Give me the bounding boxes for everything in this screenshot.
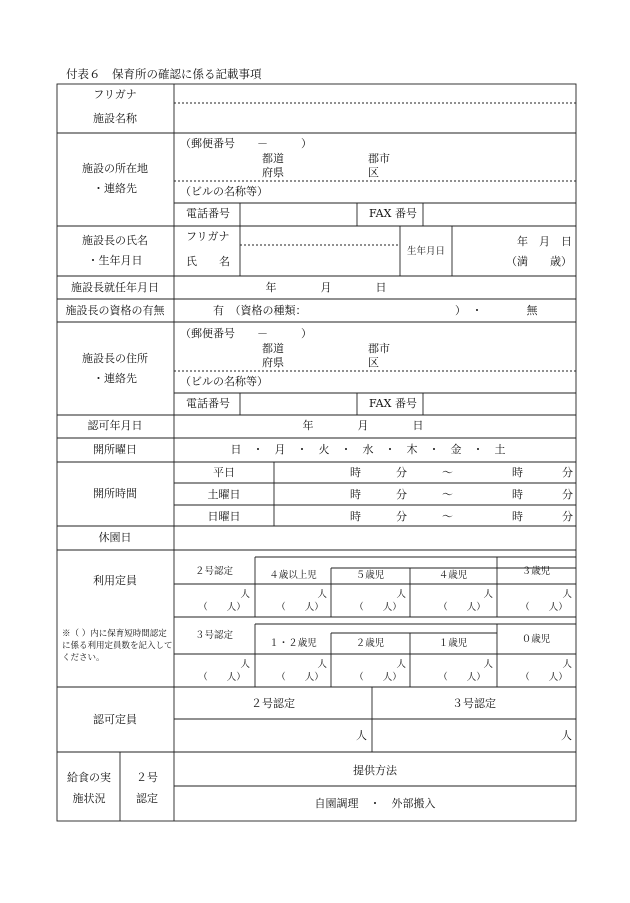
location-todofuken-2: 府県 (262, 166, 284, 179)
director-furigana-label: フリガナ (186, 230, 230, 243)
approved-capacity-person: 人 (561, 729, 572, 742)
director-label-1: 施設長の氏名 (82, 234, 148, 247)
meals-method-label: 提供方法 (353, 764, 397, 777)
approved-cert2-field[interactable] (176, 720, 356, 750)
location-postal: （郵便番号 － ） (180, 137, 312, 150)
director-name-label: 氏 名 (186, 255, 230, 268)
facility-name-label: 施設名称 (93, 112, 137, 125)
capacity-person: 人 (562, 589, 572, 600)
capacity-person: 人 (396, 659, 406, 670)
hours-day: 平日 (213, 466, 235, 479)
capacity-person-paren: （ 人） (354, 672, 402, 683)
capacity-label: 利用定員 (93, 574, 137, 587)
capacity-person: 人 (240, 589, 250, 600)
hours-tilde: ～ (442, 488, 453, 501)
capacity-person: 人 (483, 589, 493, 600)
hours-day: 日曜日 (207, 510, 241, 523)
location-label-2: ・連絡先 (93, 182, 137, 195)
qualification-label: 施設長の資格の有無 (65, 304, 165, 317)
capacity-person: 人 (483, 659, 493, 670)
capacity-note: ※（ ）内に保育短時間認定に係る利用定員数を記入してください。 (62, 629, 173, 663)
approved-capacity-person: 人 (356, 729, 367, 742)
facility-furigana-label: フリガナ (93, 88, 137, 101)
capacity-cert2-group: ４歳児 (438, 570, 468, 581)
director-address-todofuken-1: 都道 (262, 342, 284, 355)
director-address-shiku-1: 郡市 (368, 342, 390, 355)
meals-cert-label-2: 認定 (136, 792, 158, 805)
location-fax-label: FAX 番号 (369, 207, 417, 220)
hours-tilde: ～ (442, 466, 453, 479)
director-age: （満 歳） (506, 255, 572, 268)
director-address-tel-label: 電話番号 (186, 397, 230, 410)
director-address-fax-label: FAX 番号 (369, 397, 417, 410)
hours-end-minute: 分 (562, 510, 573, 523)
hours-start-hour: 時 (350, 488, 361, 501)
capacity-person: 人 (562, 659, 572, 670)
location-building: （ビルの名称等） (180, 185, 268, 198)
capacity-person-paren: （ 人） (198, 672, 246, 683)
director-furigana-field[interactable] (242, 227, 398, 244)
hours-start-hour: 時 (350, 510, 361, 523)
form-caption: 付表６ 保育所の確認に係る記載事項 (66, 67, 262, 81)
approved-cert3-field[interactable] (374, 720, 560, 750)
capacity-person: 人 (240, 659, 250, 670)
capacity-person: 人 (317, 589, 327, 600)
capacity-person: 人 (317, 659, 327, 670)
hours-start-hour: 時 (350, 466, 361, 479)
capacity-cert2-group: ３歳児 (521, 566, 551, 577)
qualification-value: 有 （資格の種類： ） ・ 無 (213, 304, 538, 317)
director-birth-label: 生年月日 (406, 246, 446, 257)
appointment-ymd: 年 月 日 (265, 281, 387, 294)
hours-end-minute: 分 (562, 488, 573, 501)
capacity-person-paren: （ 人） (354, 602, 402, 613)
approved-capacity-cert3: ３号認定 (452, 697, 496, 710)
capacity-person-paren: （ 人） (198, 602, 246, 613)
location-todofuken-1: 都道 (262, 152, 284, 165)
director-address-postal: （郵便番号 － ） (180, 327, 312, 340)
hours-start-minute: 分 (396, 466, 407, 479)
meals-label-1: 給食の実 (67, 771, 111, 784)
director-birth-ymd: 年 月 日 (517, 235, 572, 248)
meals-method-value: 自園調理 ・ 外部搬入 (314, 797, 436, 810)
approved-capacity-label: 認可定員 (93, 713, 137, 726)
facility-name-field[interactable] (176, 104, 574, 132)
location-label-1: 施設の所在地 (82, 162, 148, 175)
location-tel-field[interactable] (242, 204, 355, 225)
director-name-field[interactable] (242, 247, 398, 275)
director-address-todofuken-2: 府県 (262, 356, 284, 369)
capacity-person-paren: （ 人） (438, 672, 486, 683)
approval-date-label: 認可年月日 (87, 419, 143, 432)
open-days-label: 開所曜日 (93, 443, 137, 456)
capacity-cert2-label: ２号認定 (194, 566, 234, 577)
capacity-cert3-group: ２歳児 (355, 638, 385, 649)
capacity-person-paren: （ 人） (438, 602, 486, 613)
approval-date-ymd: 年 月 日 (302, 419, 424, 432)
capacity-cert2-group: ５歳児 (355, 570, 385, 581)
capacity-person-paren: （ 人） (276, 672, 324, 683)
meals-cert-label-1: ２号 (136, 771, 158, 784)
capacity-cert3-label: ３号認定 (194, 630, 234, 641)
hours-label: 開所時間 (93, 487, 137, 500)
director-label-2: ・生年月日 (87, 254, 143, 267)
approved-capacity-cert2: ２号認定 (251, 697, 295, 710)
capacity-cert2-group: ４歳以上児 (269, 570, 317, 581)
open-days-list: 日 ・ 月 ・ 火 ・ 水 ・ 木 ・ 金 ・ 土 (230, 443, 506, 456)
location-fax-field[interactable] (425, 204, 574, 225)
director-address-fax-field[interactable] (425, 394, 574, 414)
holiday-field[interactable] (176, 527, 574, 549)
capacity-person-paren: （ 人） (276, 602, 324, 613)
hours-end-hour: 時 (512, 510, 523, 523)
location-tel-label: 電話番号 (186, 207, 230, 220)
capacity-cert3-group: １歳児 (438, 638, 468, 649)
capacity-person-paren: （ 人） (520, 602, 568, 613)
capacity-person-paren: （ 人） (520, 672, 568, 683)
hours-start-minute: 分 (396, 510, 407, 523)
location-shiku-2: 区 (368, 166, 379, 179)
location-shiku-1: 郡市 (368, 152, 390, 165)
director-address-tel-field[interactable] (242, 394, 355, 414)
director-address-building: （ビルの名称等） (180, 375, 268, 388)
director-address-label-1: 施設長の住所 (82, 352, 148, 365)
appointment-label: 施設長就任年月日 (71, 281, 159, 294)
hours-day: 土曜日 (207, 488, 241, 501)
capacity-person: 人 (396, 589, 406, 600)
hours-end-hour: 時 (512, 466, 523, 479)
capacity-cert3-group: １・２歳児 (269, 638, 317, 649)
holiday-label: 休園日 (98, 531, 132, 544)
capacity-cert3-group: ０歳児 (521, 634, 551, 645)
hours-end-hour: 時 (512, 488, 523, 501)
facility-furigana-field[interactable] (176, 85, 574, 102)
hours-end-minute: 分 (562, 466, 573, 479)
director-address-shiku-2: 区 (368, 356, 379, 369)
meals-label-2: 施状況 (72, 792, 106, 805)
hours-start-minute: 分 (396, 488, 407, 501)
director-address-label-2: ・連絡先 (93, 372, 137, 385)
hours-tilde: ～ (442, 510, 453, 523)
